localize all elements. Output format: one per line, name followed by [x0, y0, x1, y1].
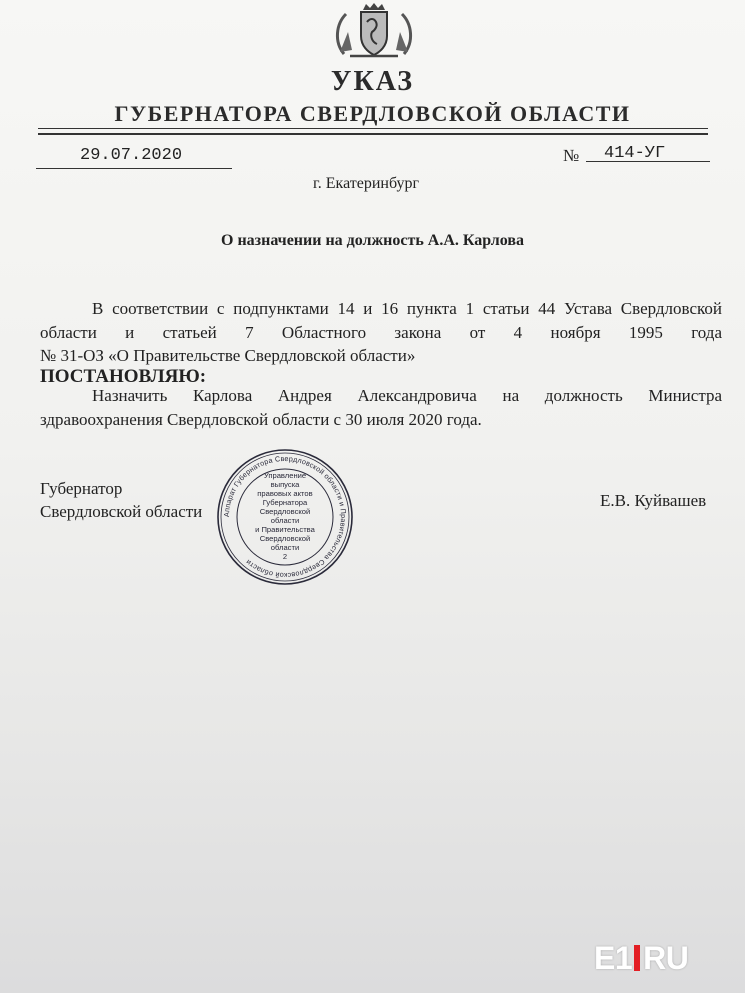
preamble-text: В соответствии с подпунктами 14 и 16 пункта 1 статьи 44 Устава Свердловской области и статьей 7 Областного закона от 4 ноября 1995 года: [40, 299, 722, 342]
e1-watermark-logo: [594, 940, 688, 977]
logo-suffix: RU: [643, 940, 689, 976]
header-rule-thick: [38, 133, 708, 135]
appointment-paragraph: [40, 384, 722, 431]
date-underline: [36, 168, 232, 169]
coat-of-arms-icon: [330, 2, 418, 60]
stamp-line: Свердловской области: [259, 507, 311, 525]
document-title: УКАЗ: [330, 66, 415, 97]
stamp-line: Губернатора: [262, 498, 308, 507]
preamble-paragraph: [40, 297, 722, 368]
stamp-line: правовых актов: [257, 489, 313, 498]
stamp-ring-text: Аппарат Губернатора Свердловской области и Правительства Свердловской области: [221, 453, 349, 581]
preamble-text-end: № 31-ОЗ «О Правительстве Свердловской области»: [40, 346, 416, 365]
decree-heading: О назначении на должность А.А. Карлова: [221, 232, 524, 249]
stamp-line: Управление: [263, 471, 307, 480]
stamp-line: области: [270, 543, 300, 552]
number-underline: [586, 161, 710, 162]
logo-brand: E1: [594, 940, 633, 976]
appointment-text-end: здравоохранения Свердловской области с 30 июля 2020 года.: [40, 409, 482, 429]
stamp-line: и Правительства: [255, 525, 315, 534]
logo-accent-bar: [634, 945, 640, 971]
stamp-line: 2: [282, 552, 288, 561]
decree-word: ПОСТАНОВЛЯЮ:: [40, 366, 207, 387]
document-date: 29.07.2020: [80, 146, 183, 165]
signer-name: Е.В. Куйвашев: [600, 491, 707, 510]
number-sign: №: [563, 146, 580, 165]
signer-position-line2: Свердловской области: [40, 502, 203, 521]
header-rule-thin: [38, 128, 708, 129]
city: г. Екатеринбург: [313, 175, 420, 192]
stamp-line: Свердловской: [259, 534, 311, 543]
stamp-line: выпуска: [270, 480, 300, 489]
document-subtitle: ГУБЕРНАТОРА СВЕРДЛОВСКОЙ ОБЛАСТИ: [114, 101, 631, 126]
stamp-center-text: [245, 471, 325, 561]
signer-position-line1: Губернатор: [40, 479, 123, 498]
appointment-text: Назначить Карлова Андрея Александровича на должность Министра: [92, 386, 722, 405]
document-number: 414-УГ: [604, 144, 666, 163]
